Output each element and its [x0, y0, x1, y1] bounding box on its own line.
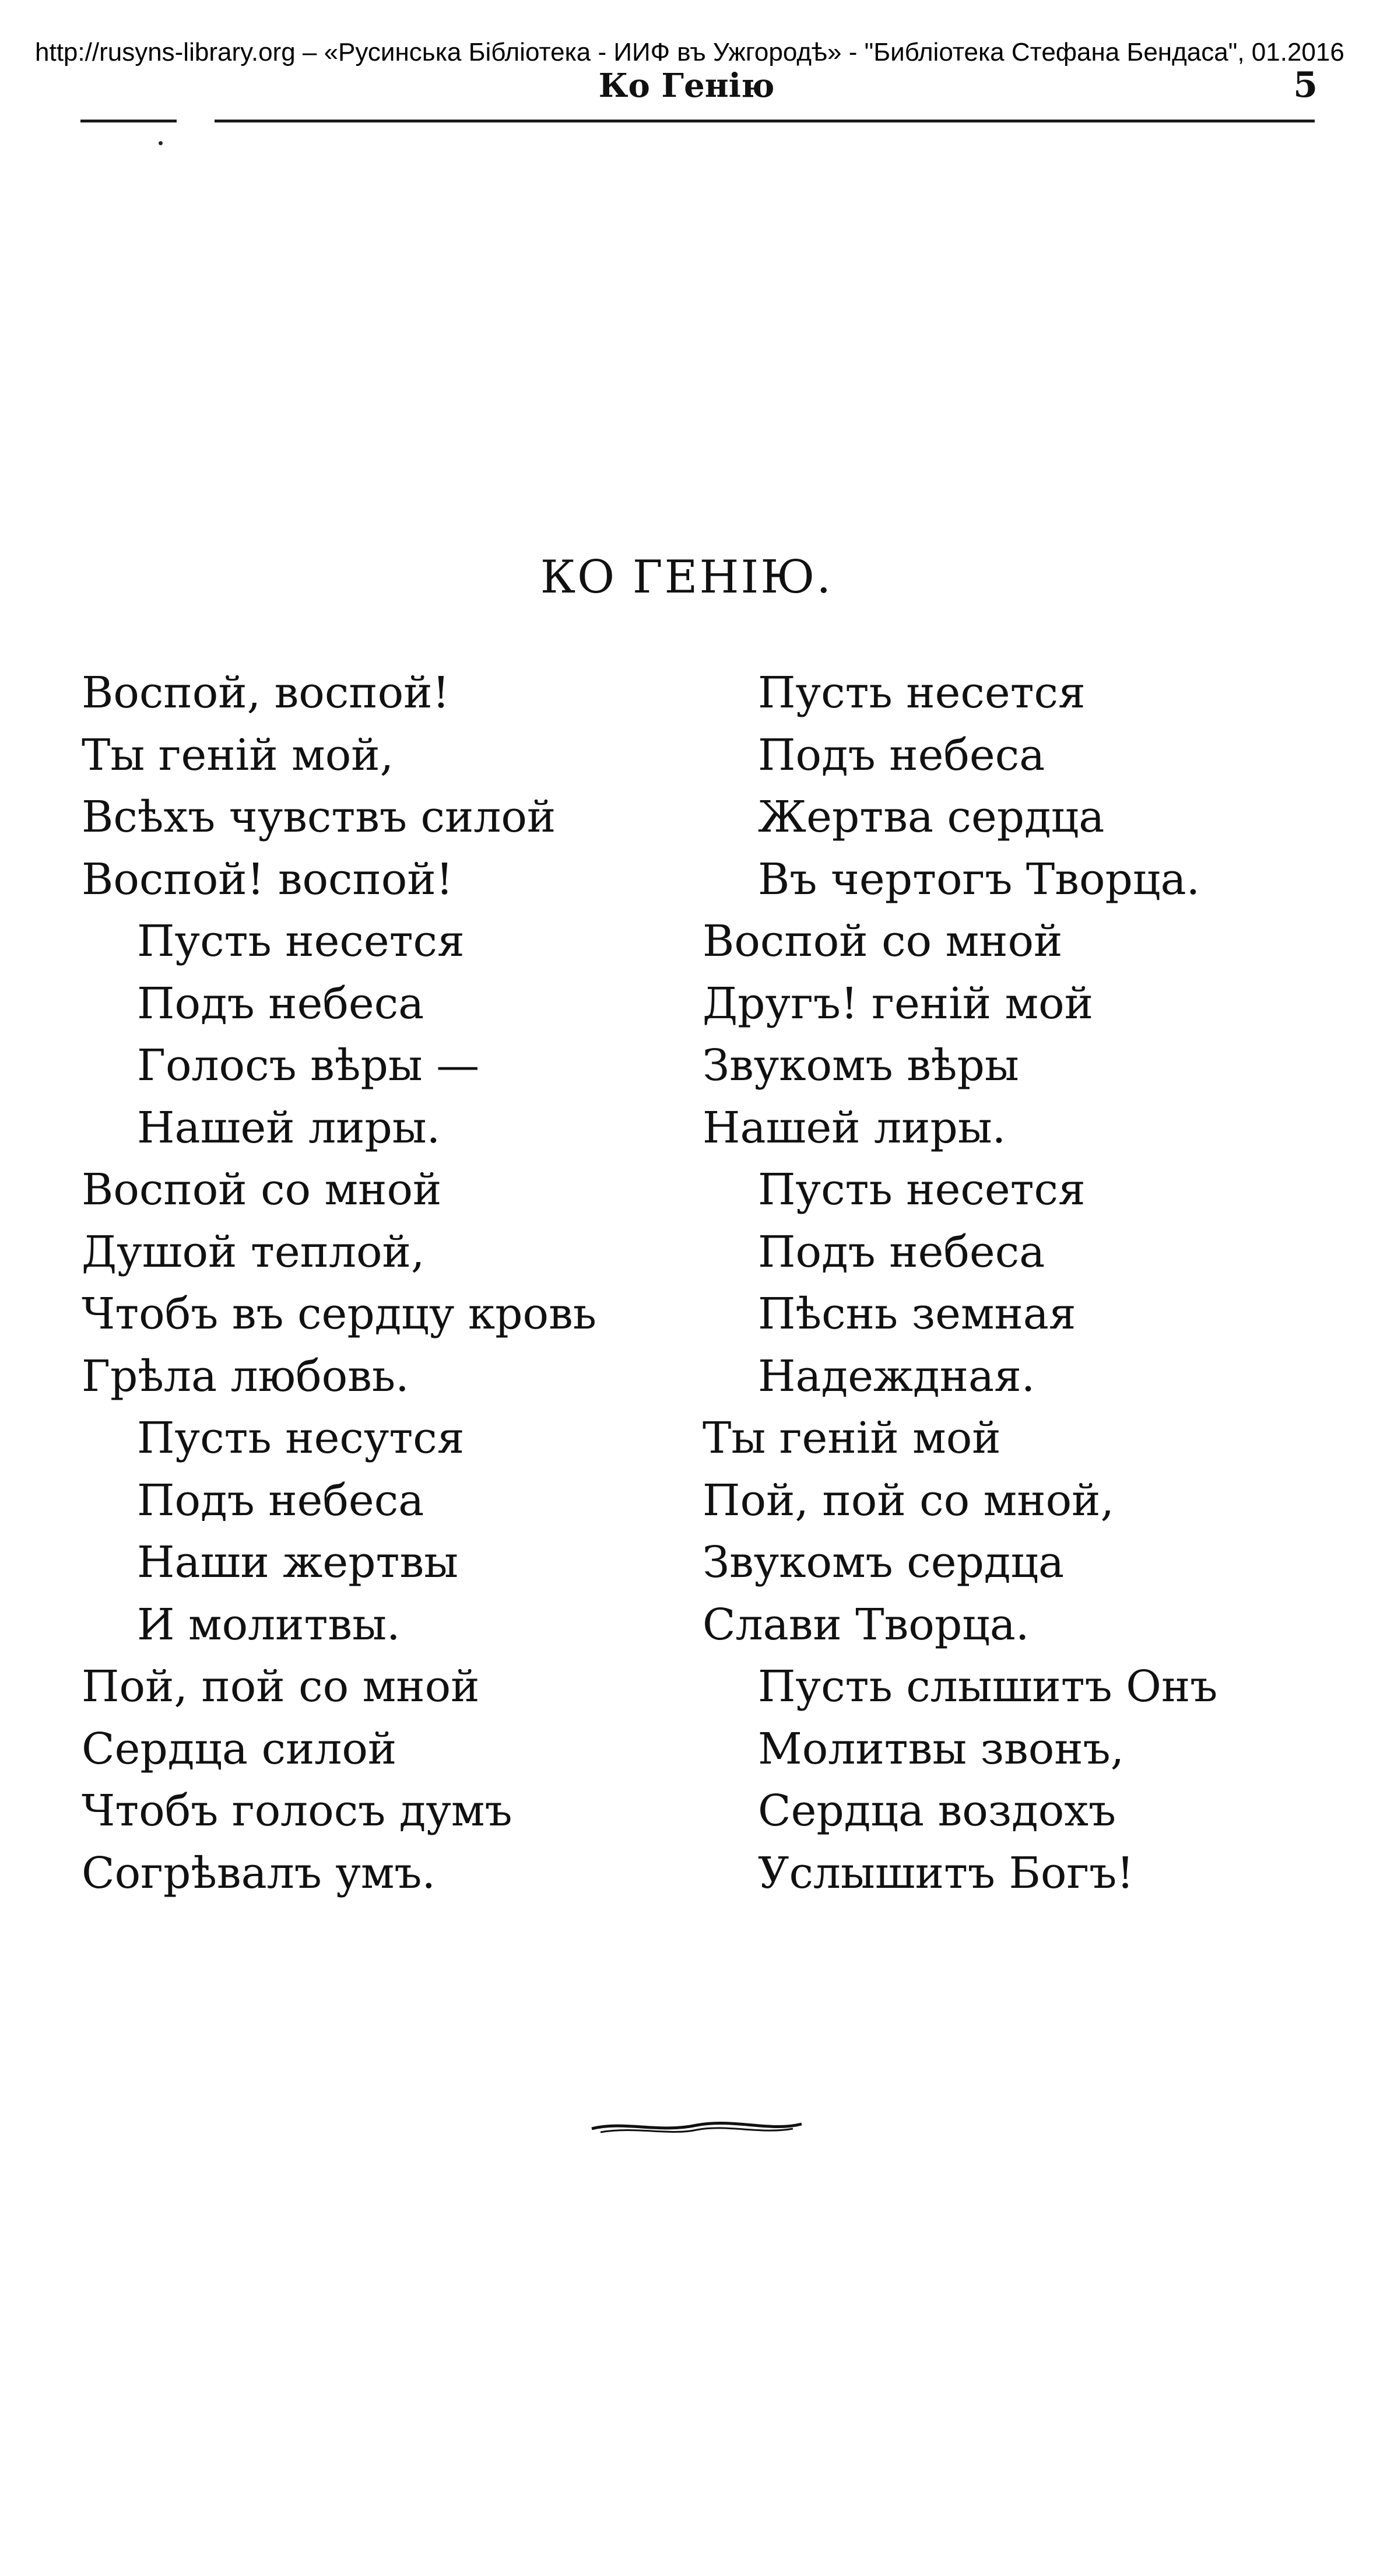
- verse-line: Звукомъ вѣры: [703, 1040, 1019, 1091]
- verse-line: Голосъ вѣры —: [137, 1040, 480, 1091]
- verse-line: Пусть несется: [758, 668, 1086, 718]
- verse-line: Наши жертвы: [137, 1537, 459, 1587]
- verse-line: Надеждная.: [758, 1351, 1035, 1401]
- verse-line: Нашей лиры.: [137, 1102, 441, 1153]
- verse-line: Ты геній мой: [703, 1413, 1001, 1463]
- ornament-tailpiece-icon: [589, 2116, 805, 2139]
- verse-line: Сердца силой: [82, 1723, 397, 1774]
- verse-line: Пусть несутся: [137, 1413, 465, 1463]
- verse-line: Звукомъ сердца: [703, 1537, 1065, 1587]
- verse-line: Воспой со мной: [82, 1165, 442, 1215]
- header-rule-right: [215, 120, 1315, 122]
- poem-column-right: [703, 662, 1217, 1904]
- verse-line: Воспой! воспой!: [82, 854, 454, 905]
- verse-line: Въ чертогъ Творца.: [758, 854, 1200, 905]
- print-speck: [159, 141, 163, 145]
- verse-line: Жертва сердца: [758, 792, 1105, 842]
- running-title: Ко Генію: [598, 66, 775, 105]
- verse-line: Пусть слышитъ Онъ: [758, 1662, 1218, 1712]
- verse-line: Чтобъ въ сердцу кровь: [82, 1289, 597, 1339]
- verse-line: Душой теплой,: [82, 1226, 425, 1277]
- verse-line: Нашей лиры.: [703, 1102, 1006, 1153]
- verse-line: Согрѣвалъ умъ.: [82, 1848, 436, 1898]
- verse-line: Воспой, воспой!: [82, 668, 450, 718]
- source-url-line: http://rusyns-library.org – «Русинська Бібліотека - ИИФ въ Ужгородѣ» - "Библіотека Стефана Бендаса", 01.2016: [35, 38, 1344, 66]
- verse-line: Грѣла любовь.: [82, 1351, 409, 1401]
- poem-column-left: [82, 662, 596, 1904]
- verse-line: Пусть несется: [758, 1165, 1086, 1215]
- verse-line: Услышитъ Богъ!: [758, 1848, 1135, 1898]
- verse-line: Подъ небеса: [758, 730, 1045, 780]
- verse-line: Другъ! геній мой: [703, 978, 1094, 1029]
- verse-line: Пой, пой со мной,: [703, 1475, 1114, 1526]
- verse-line: Пѣснь земная: [758, 1289, 1076, 1339]
- verse-line: И молитвы.: [137, 1599, 401, 1650]
- verse-line: Слави Творца.: [703, 1599, 1030, 1650]
- verse-line: Ты геній мой,: [82, 730, 394, 780]
- verse-line: Чтобъ голосъ думъ: [82, 1786, 512, 1836]
- verse-line: Сердца воздохъ: [758, 1786, 1116, 1836]
- verse-line: Молитвы звонъ,: [758, 1723, 1125, 1774]
- verse-line: Подъ небеса: [758, 1226, 1045, 1277]
- verse-line: Пой, пой со мной: [82, 1662, 480, 1712]
- poem-title: КО ГЕНІЮ.: [540, 551, 833, 604]
- verse-line: Подъ небеса: [137, 978, 424, 1029]
- header-rule-left: [80, 120, 177, 122]
- verse-line: Воспой со мной: [703, 916, 1063, 966]
- verse-line: Подъ небеса: [137, 1475, 424, 1526]
- page-number: 5: [1293, 65, 1318, 106]
- verse-line: Пусть несется: [137, 916, 465, 966]
- verse-line: Всѣхъ чувствъ силой: [82, 792, 556, 842]
